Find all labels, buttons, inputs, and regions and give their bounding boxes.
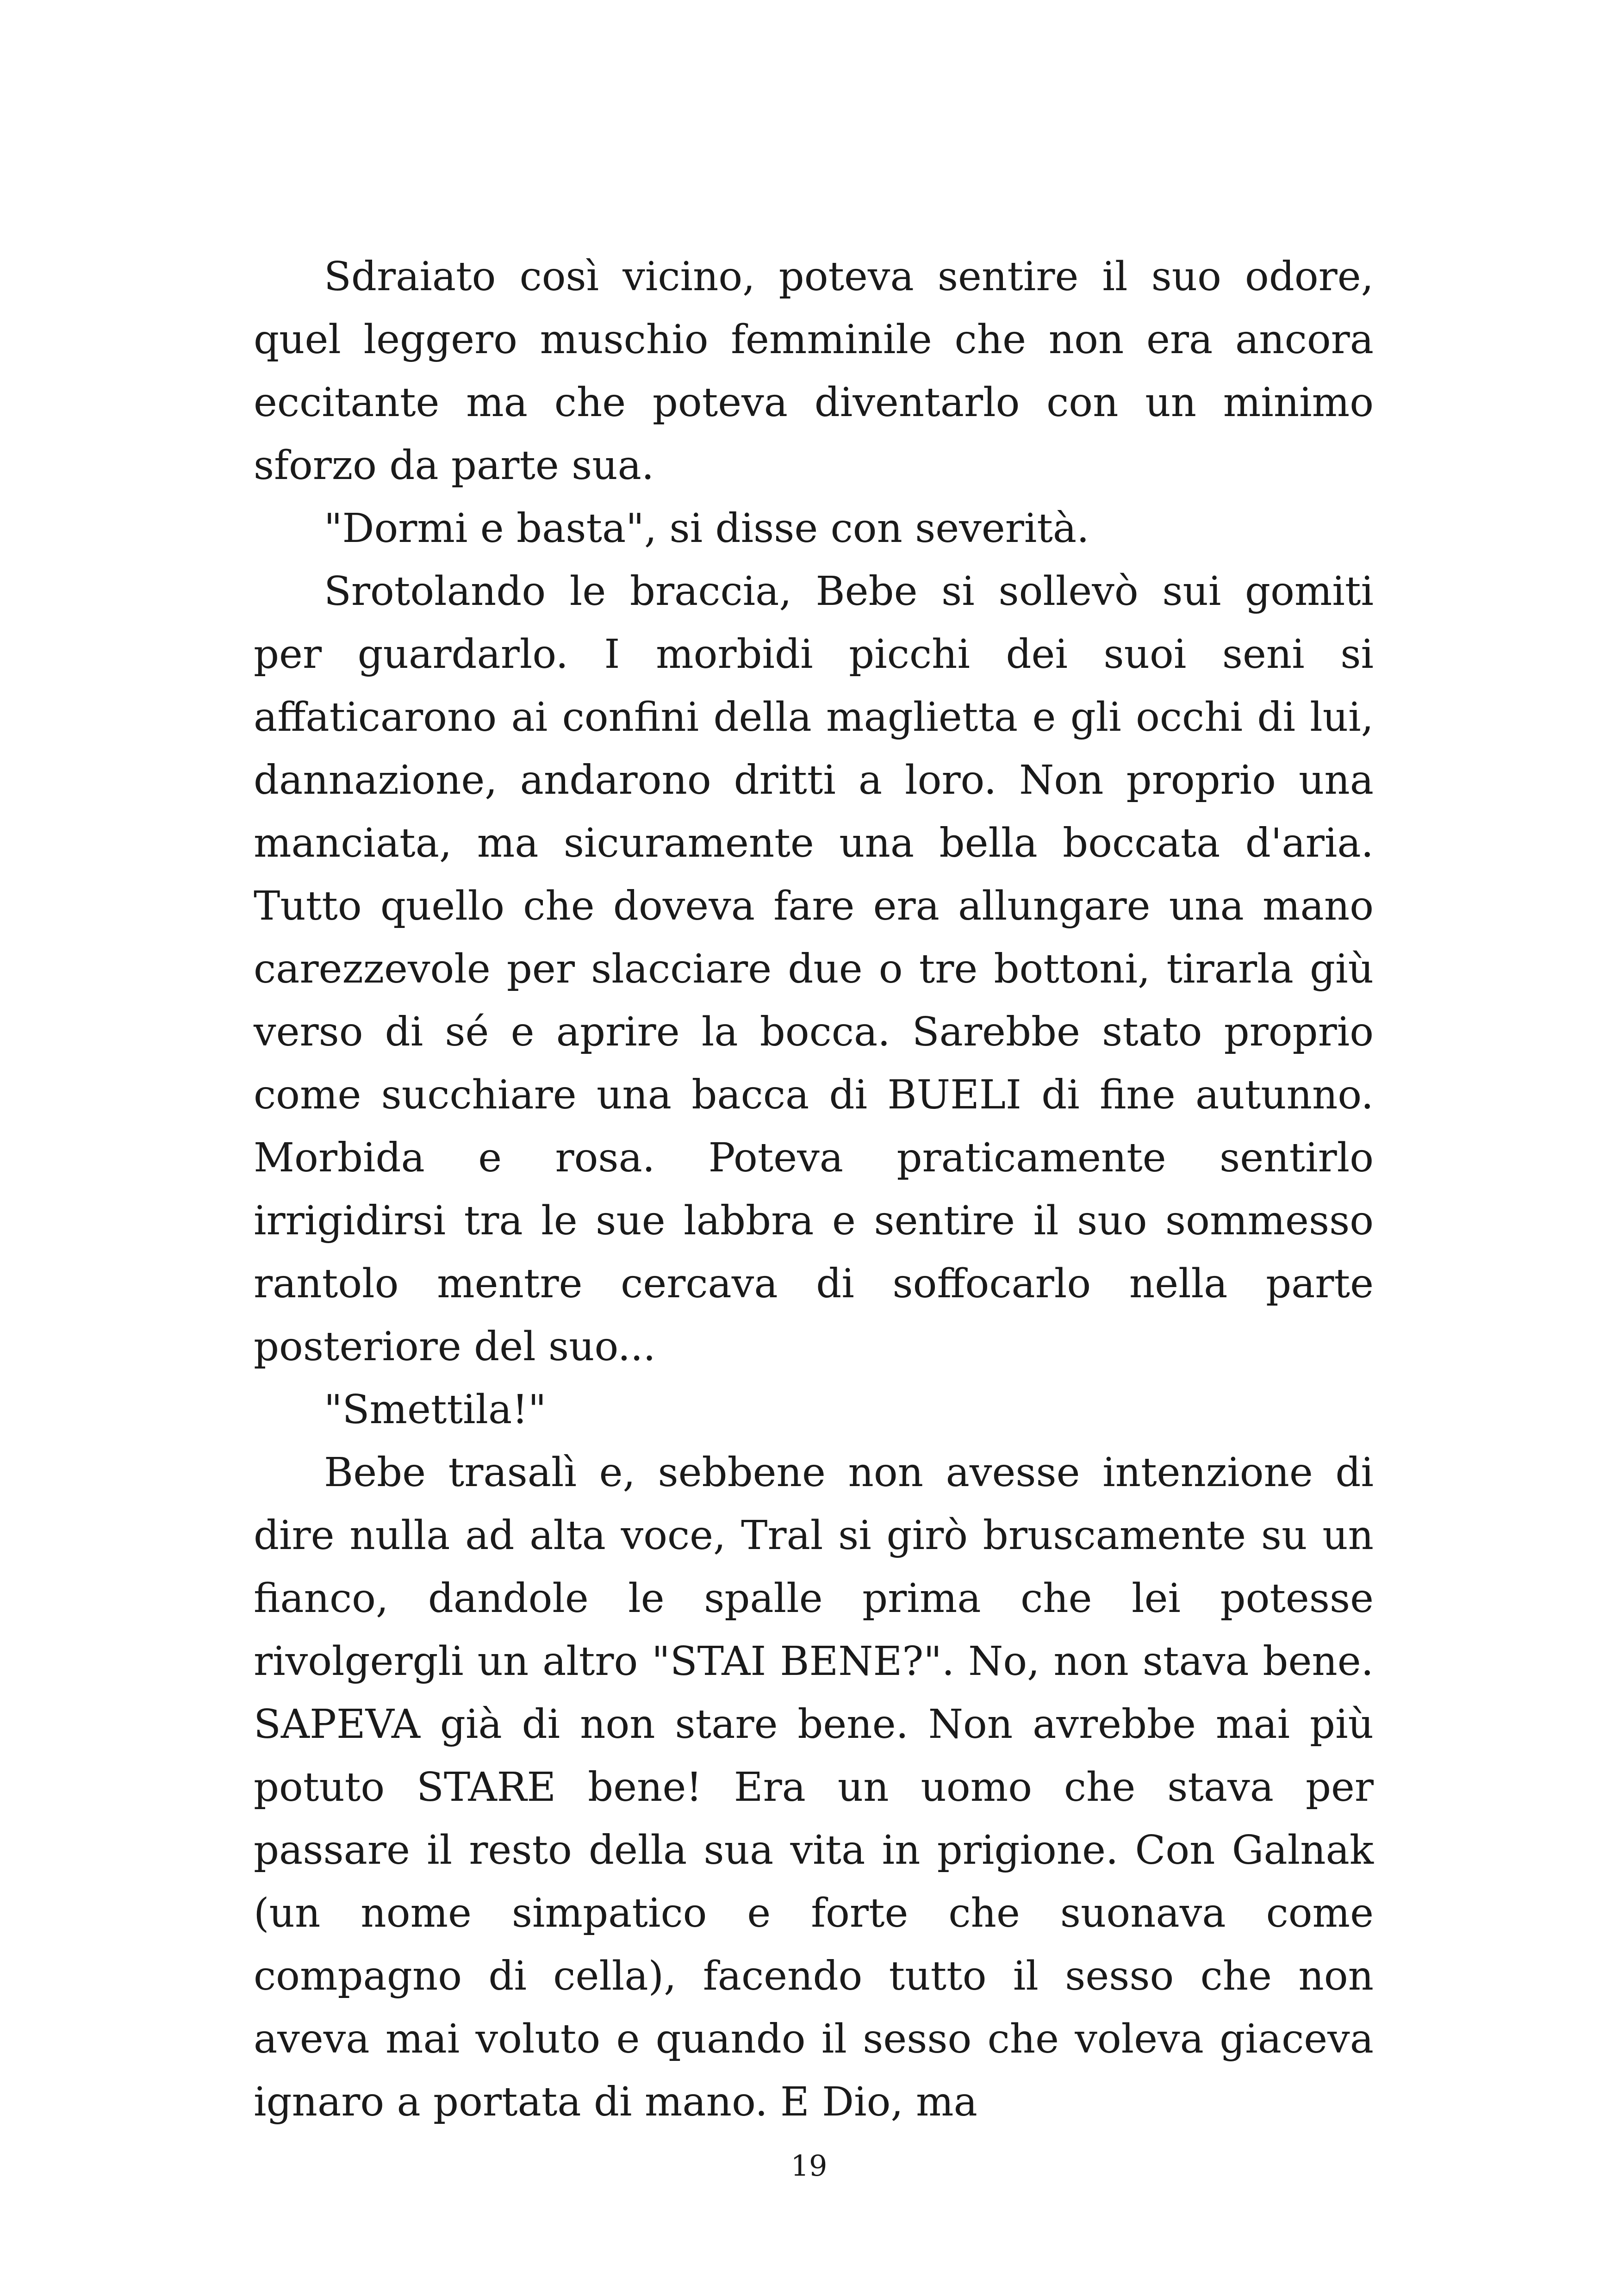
paragraph-4: "Smettila!": [324, 1387, 547, 1433]
paragraph-2: "Dormi e basta", si disse con severità.: [324, 505, 1089, 552]
page-number: 19: [790, 2149, 828, 2183]
paragraph-5: Bebe trasalì e, sebbene non avesse intenzione di dire nulla ad alta voce, Tral si girò bruscamente su un fianco, dandole le spalle prima che lei potesse rivolgergli un altro "STAI BENE?". No, non stava bene. SAPEVA già di non stare bene. Non avrebbe mai più potuto STARE bene! Era un uomo che stava per passare il resto della sua vita in prigione. Con Galnak (un nome simpatico e forte che suonava come compagno di cella), facendo tutto il sesso che non aveva mai voluto e quando il sesso che voleva giaceva ignaro a portata di mano. E Dio, ma: [254, 1450, 1374, 2125]
paragraph-1: Sdraiato così vicino, poteva sentire il suo odore, quel leggero muschio femminile che non era ancora eccitante ma che poteva diventarlo con un minimo sforzo da parte sua.: [254, 254, 1374, 489]
paragraph-3: Srotolando le braccia, Bebe si sollevò sui gomiti per guardarlo. I morbidi picchi dei suoi seni si affaticarono ai confini della maglietta e gli occhi di lui, dannazione, andarono dritti a loro. Non proprio una manciata, ma sicuramente una bella boccata d'aria. Tutto quello che doveva fare era allungare una mano carezzevole per slacciare due o tre bottoni, tirarla giù verso di sé e aprire la bocca. Sarebbe stato proprio come succhiare una bacca di BUELI di fine autunno. Morbida e rosa. Poteva praticamente sentirlo irrigidirsi tra le sue labbra e sentire il suo sommesso rantolo mentre cercava di soffocarlo nella parte posteriore del suo...: [254, 568, 1374, 1370]
body-text: [254, 245, 1374, 2134]
